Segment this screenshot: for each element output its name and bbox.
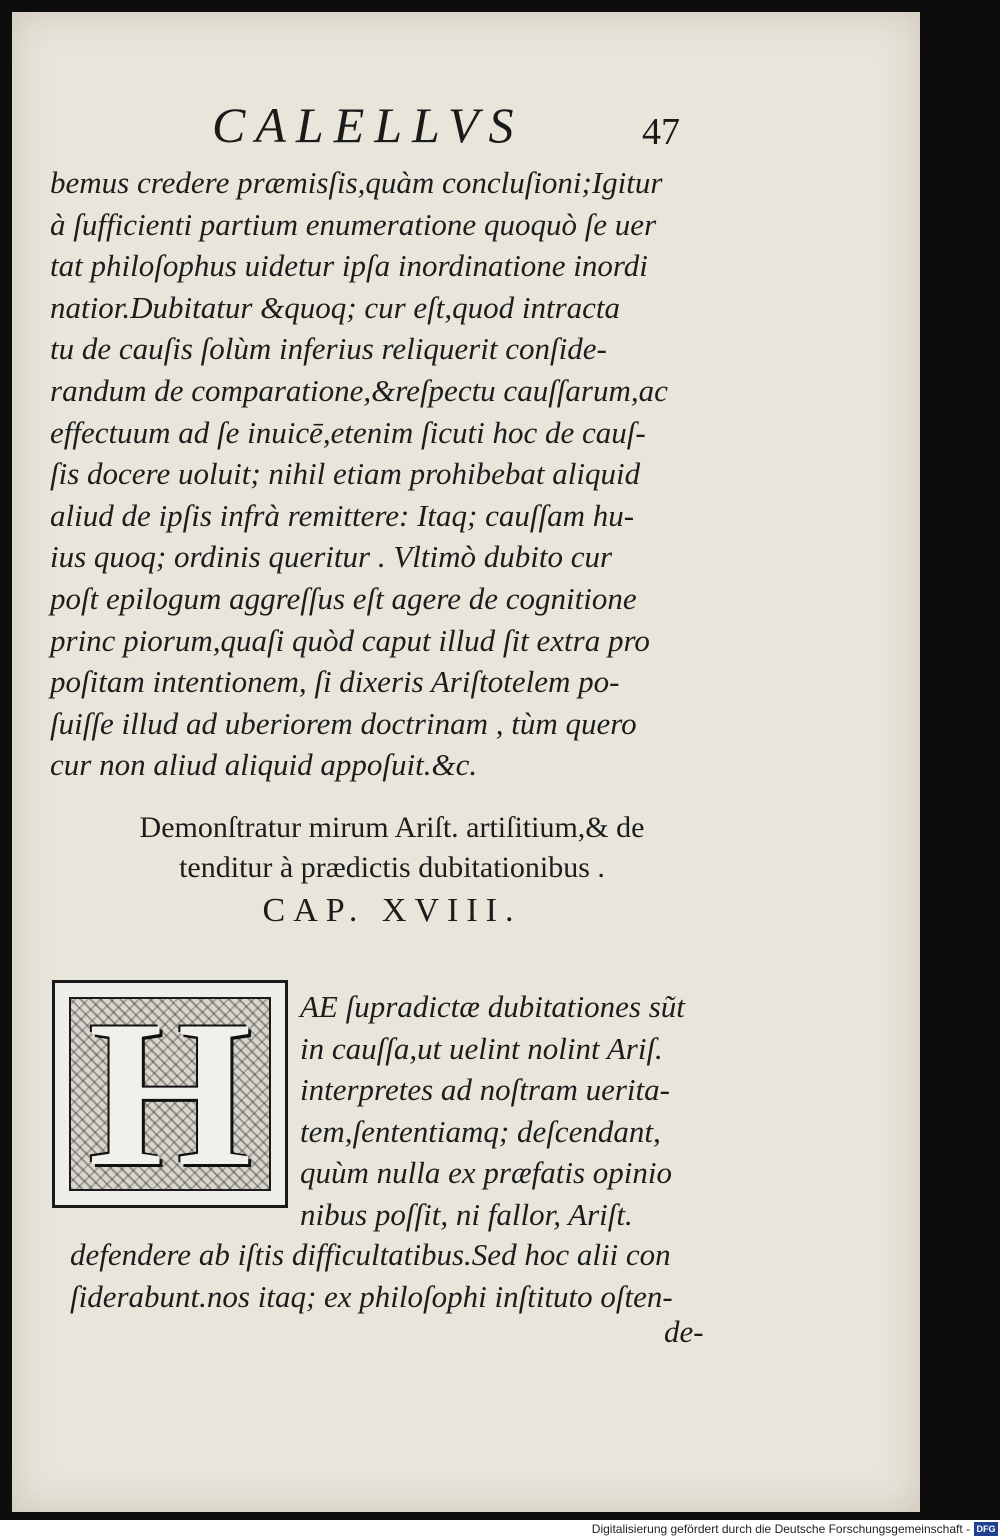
initial-side-text — [300, 986, 740, 1236]
catchword: de- — [664, 1314, 704, 1349]
text-line: tem,ſententiamq; deſcendant, — [300, 1113, 661, 1149]
text-line: cur non aliud aliquid appoſuit.&c. — [50, 747, 478, 783]
text-line: ius quoq; ordinis queritur . Vltimò dubito cur — [50, 539, 613, 575]
text-line: defendere ab iſtis difficultatibus.Sed hoc alii con — [70, 1237, 671, 1272]
funding-credit: Digitalisierung gefördert durch die Deutsche Forschungsgemeinschaft - — [591, 1522, 970, 1536]
text-line: quùm nulla ex præfatis opinio — [300, 1155, 672, 1191]
text-line: randum de comparatione,&reſpectu cauſſarum,ac — [50, 372, 668, 408]
chapter-heading — [52, 808, 732, 934]
text-line: poſt epilogum aggreſſus eſt agere de cognitione — [50, 580, 637, 616]
text-line: tu de cauſis ſolùm inferius reliquerit conſide- — [50, 331, 607, 367]
text-line: bemus credere præmisſis,quàm concluſioni;Igitur — [50, 165, 663, 200]
initial-letter: H — [88, 978, 252, 1210]
text-line: natior.Dubitatur &quoq; cur eſt,quod intracta — [50, 289, 621, 325]
text-line: effectuum ad ſe inuicē,etenim ſicuti hoc de cauſ- — [50, 414, 646, 450]
text-line: ſiderabunt.nos itaq; ex philoſophi inſtituto oſten- — [70, 1278, 673, 1314]
chapter-number: CAP. XVIII. — [262, 892, 522, 929]
text-line: AE ſupradictæ dubitationes sũt — [300, 989, 685, 1024]
text-line: ſuiſſe illud ad uberiorem doctrinam , tùm quero — [50, 705, 637, 741]
footer-bar — [0, 1520, 1000, 1539]
text-line: à ſufficienti partium enumeratione quoquò ſe uer — [50, 206, 657, 242]
text-line: interpretes ad noſtram uerita- — [300, 1072, 670, 1108]
text-line: ſis docere uoluit; nihil etiam prohibebat aliquid — [50, 456, 641, 492]
text-line: nibus poſſit, ni fallor, Ariſt. — [300, 1196, 633, 1232]
page-number: 47 — [642, 111, 680, 153]
text-line: tat philoſophus uidetur ipſa inordinatione inordi — [50, 248, 648, 284]
running-title: CALELLVS — [212, 97, 524, 153]
page-header — [12, 96, 920, 166]
decorated-initial — [52, 980, 288, 1208]
book-page — [12, 12, 920, 1512]
text-line: princ piorum,quaſi quòd caput illud ſit extra pro — [50, 622, 650, 658]
text-line: poſitam intentionem, ſi dixeris Ariſtotelem po- — [50, 664, 620, 700]
text-line: in cauſſa,ut uelint nolint Ariſ. — [300, 1030, 663, 1066]
heading-line: Demonſtratur mirum Ariſt. artiſitium,& de — [139, 811, 645, 844]
body-paragraph — [50, 162, 730, 786]
closing-paragraph — [70, 1234, 750, 1317]
text-line: aliud de ipſis infrà remittere: Itaq; cauſſam hu- — [50, 497, 635, 533]
dfg-logo-icon: DFG — [974, 1522, 998, 1536]
heading-line: tenditur à prædictis dubitationibus . — [179, 851, 605, 884]
